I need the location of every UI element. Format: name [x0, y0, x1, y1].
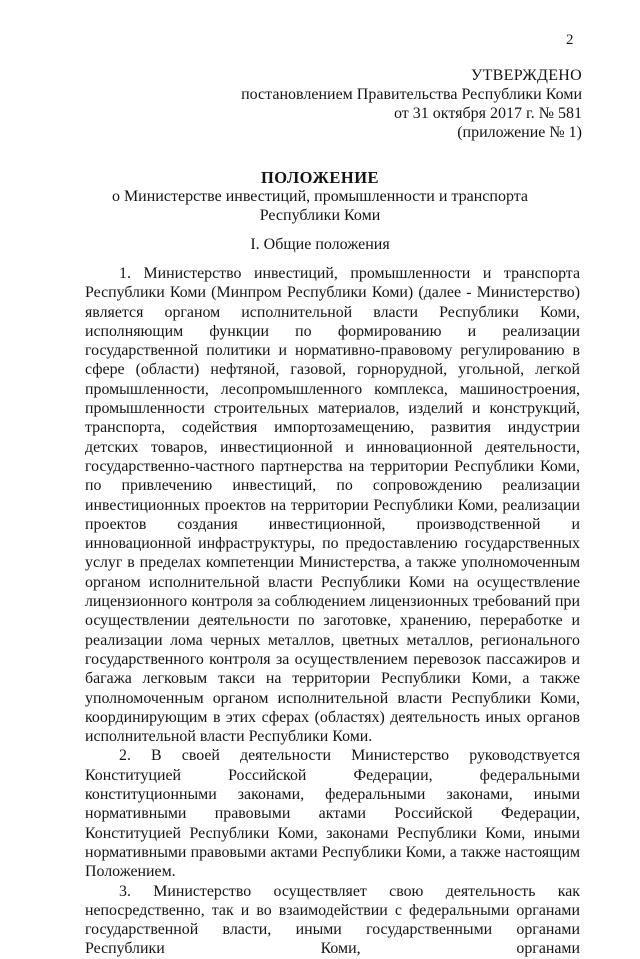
paragraph-3: 3. Министерство осуществляет свою деятельность как непосредственно, так и во взаимодействии с федеральными органами государственной власти, иными государственными органами Республики Коми, органами — [85, 882, 580, 958]
page-number: 2 — [566, 32, 574, 48]
approval-line-3: (приложение № 1) — [457, 124, 582, 141]
approval-line-1: постановлением Правительства Республики Коми — [241, 86, 582, 103]
title-block — [60, 168, 580, 225]
body-text — [85, 264, 580, 959]
section-heading: I. Общие положения — [250, 236, 390, 253]
paragraph-1: 1. Министерство инвестиций, промышленности и транспорта Республики Коми (Минпром Республики Коми) (далее - Министерство) является органом исполнительной власти Республики Коми, исполняющим функции по формированию и реализации государственной политики и нормативно-правовому регулированию в сфере (области) нефтяной, газовой, горнорудной, угольной, легкой промышленности, лесопромышленного комплекса, машиностроения, промышленности строительных материалов, изделий и конструкций, транспорта, содействия импортозамещению, развития индустрии детских товаров, инвестиционной и инновационной деятельности, государственно-частного партнерства на территории Республики Коми, по привлечению инвестиций, по сопровождению реализации инвестиционных проектов на территории Республики Коми, реализации проектов создания инвестиционной, производственной и инновационной инфраструктуры, по предоставлению государственных услуг в пределах компетенции Министерства, а также уполномоченным органом исполнительной власти Республики Коми на осуществление лицензионного контроля за соблюдением лицензионных требований при осуществлении деятельности по заготовке, хранению, переработке и реализации лома черных металлов, цветных металлов, регионального государственного контроля за осуществлением перевозок пассажиров и багажа легковым такси на территории Республики Коми, а также уполномоченным органом исполнительной власти Республики Коми, координирующим в этих сферах (областях) деятельность иных органов исполнительной власти Республики Коми. — [85, 265, 580, 746]
approval-line-2: от 31 октября 2017 г. № 581 — [393, 105, 582, 122]
document-title: ПОЛОЖЕНИЕ — [260, 168, 380, 187]
approval-stamp: УТВЕРЖДЕНО — [470, 67, 582, 84]
document-subtitle-line-2: Республики Коми — [259, 207, 381, 224]
document-subtitle-line-1: о Министерстве инвестиций, промышленности и транспорта — [111, 188, 529, 205]
approval-block — [241, 66, 582, 142]
paragraph-2: 2. В своей деятельности Министерство руководствуется Конституцией Российской Федерации, федеральными конституционными законами, федеральными законами, иными нормативными правовыми актами Российской Федерации, Конституцией Республики Коми, законами Республики Коми, иными нормативными правовыми актами Республики Коми, а также настоящим Положением. — [85, 747, 580, 881]
